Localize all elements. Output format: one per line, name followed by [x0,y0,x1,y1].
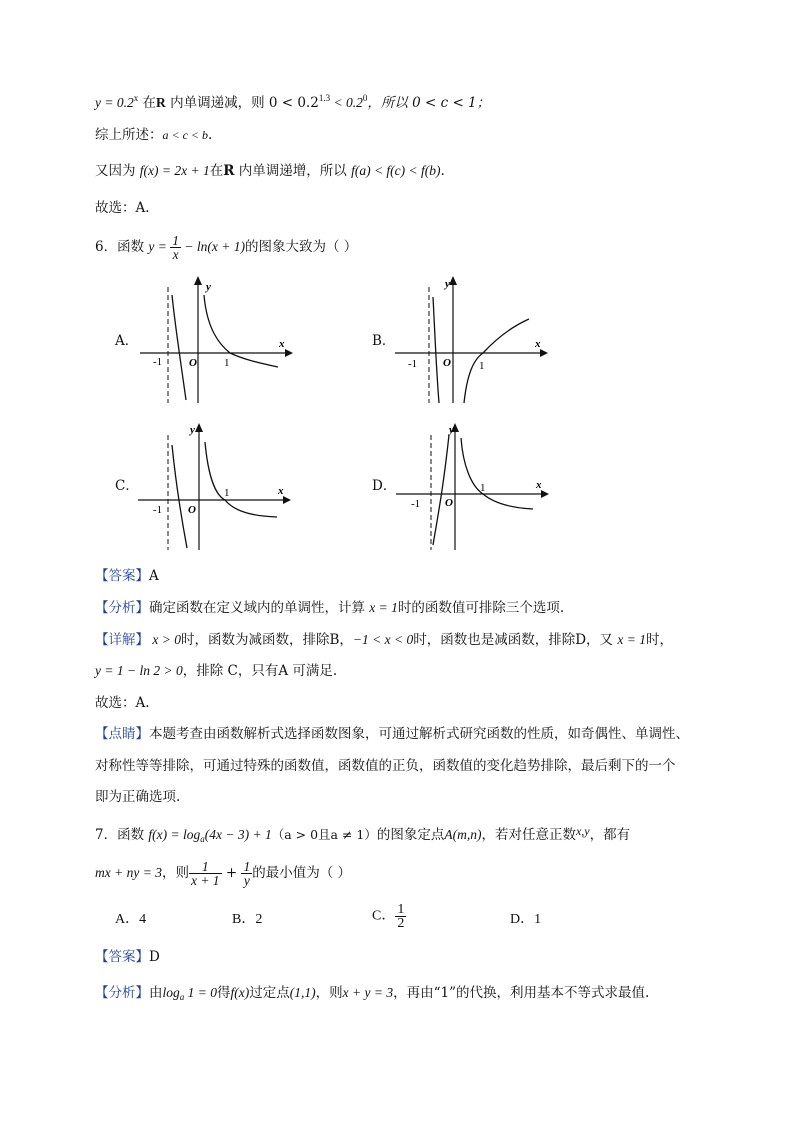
answer-7: 【答案】D [95,949,160,965]
option-7-c: C． $\frac{1}{2}$ [372,902,405,931]
option-7-d: D．1 [510,912,542,927]
line-summary: 综上所述：a < c < b. [95,127,213,143]
svg-text:-1: -1 [153,504,163,516]
svg-text:y: y [206,281,211,293]
svg-text:y: y [190,424,195,436]
comment-6-line2: 对称性等等排除，可通过特殊的函数值，函数值的正负，函数值的变化趋势排除，最后剩下的一个 [95,758,676,774]
svg-text:O: O [189,357,197,369]
svg-text:1: 1 [479,360,485,372]
graph-option-c [135,420,295,555]
svg-text:1: 1 [224,487,230,499]
option-c-label: C． [115,478,139,494]
detail-6-line2: y = 1 − ln 2 > 0，排除 C，只有A 可满足. [95,663,338,679]
svg-text:x: x [536,479,542,491]
answer-6: 【答案】A [95,568,159,584]
choose-6: 故选：A. [95,695,150,711]
graph-option-b [393,275,553,410]
svg-text:-1: -1 [408,358,418,370]
option-7-a: A．4 [115,912,147,927]
graph-option-d [393,420,553,555]
question-7-line1: 7．函数 $f(x) = \log_a(4x - 3) + 1(a > 0$且a ≠ 1）的图象定点A(m,n)，若对任意正数x,y，都有 [95,824,631,844]
svg-text:1: 1 [480,482,486,494]
analysis-7: 【分析】由$\log_a 1 = 0$得f(x)过定点(1,1)，则x + y = 3，再由“1”的代换，利用基本不等式求最值. [95,985,650,1002]
svg-text:y: y [445,278,450,290]
analysis-6: 【分析】确定函数在定义域内的单调性，计算 x = 1时的函数值可排除三个选项. [95,600,565,616]
svg-text:O: O [445,497,453,509]
option-d-label: D． [372,478,397,494]
svg-text:y: y [449,424,454,436]
option-7-b: B．2 [232,912,263,927]
option-b-label: B． [372,333,396,349]
svg-text:x: x [535,338,541,350]
svg-text:O: O [188,504,196,516]
svg-text:O: O [443,357,451,369]
comment-6-line3: 即为正确选项. [95,789,181,805]
line-choose-a: 故选：A. [95,200,150,216]
svg-text:x: x [278,485,284,497]
detail-6-line1: 【详解】 x > 0时，函数为减函数，排除B，−1 < x < 0时，函数也是减函数，排除D，又 x = 1时， [95,632,673,648]
line-monotonic-02x: $y = 0.2^x$ 在R 内单调递减，则 $0 < 0.2^{1.3} < 0.2^0$，所以 0 < c < 1； [95,93,491,111]
question-6: 6．函数 y = $\frac{1}{x}$ − ln(x + 1)的图象大致为（ ） [95,233,358,262]
svg-text:1: 1 [224,357,230,369]
option-a-label: A． [115,333,139,349]
question-7-line2: mx + ny = 3，则 $\frac{1}{x + 1}$ + $\frac{1}{y}$ 的最小值为（ ） [95,859,352,888]
svg-text:-1: -1 [411,498,421,510]
svg-text:x: x [279,338,285,350]
comment-6-line1: 【点睛】本题考查由函数解析式选择函数图象，可通过解析式研究函数的性质，如奇偶性、单调性、 [95,726,689,742]
graph-option-a [135,275,295,410]
svg-text:-1: -1 [153,356,163,368]
line-increasing: 又因为 f(x) = 2x + 1在R 内单调递增，所以 f(a) < f(c) < f(b). [95,163,445,179]
